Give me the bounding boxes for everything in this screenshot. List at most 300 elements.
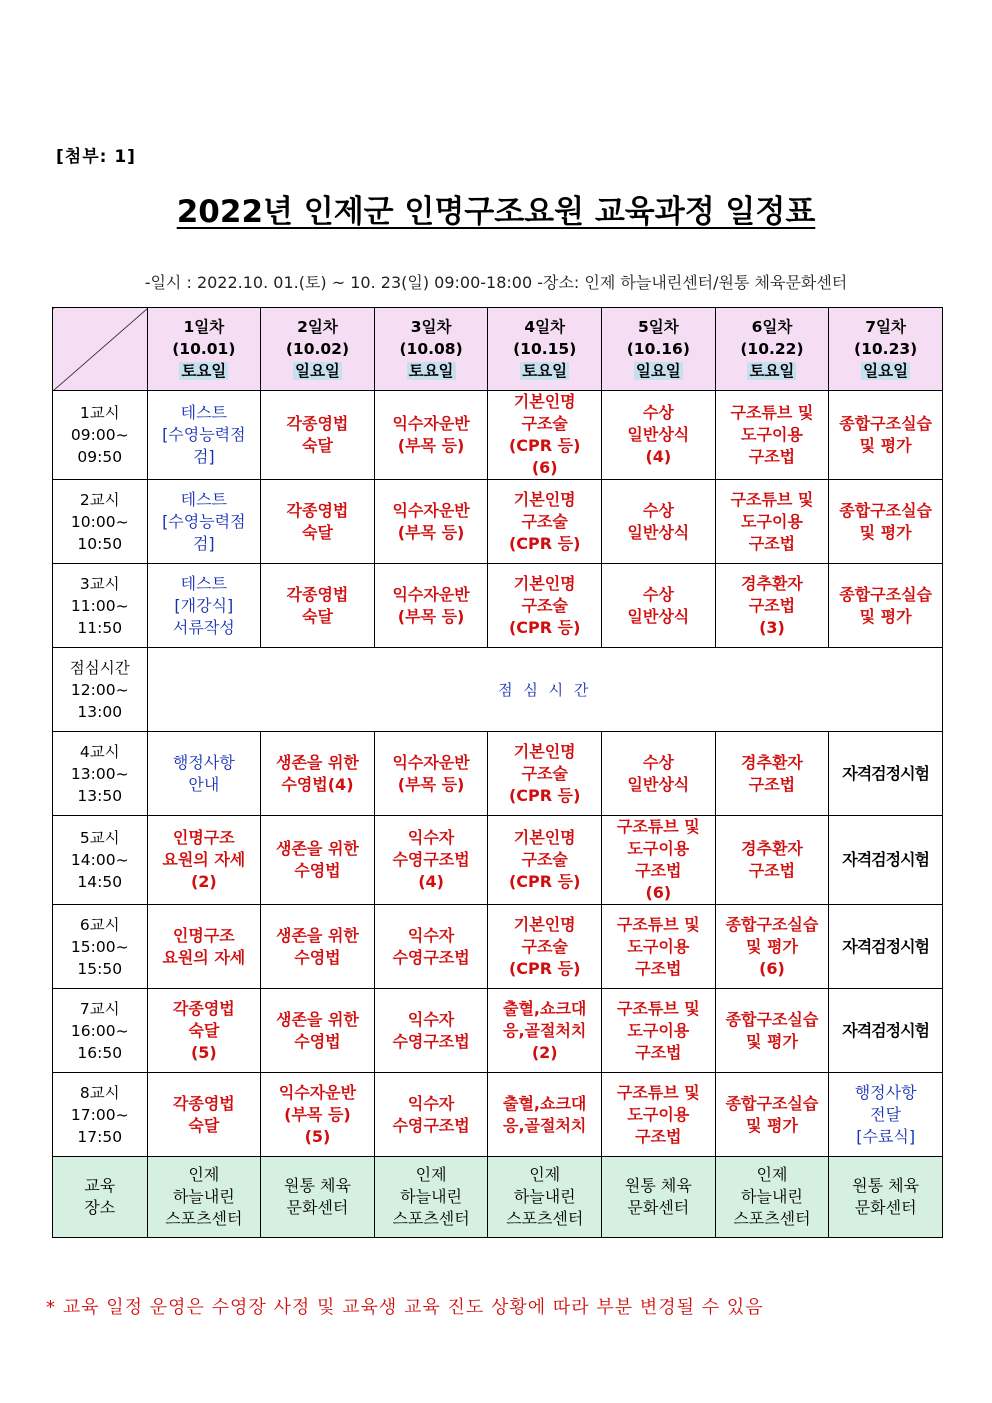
- cell-line: (CPR 등): [508, 958, 581, 978]
- schedule-cell: [147, 480, 261, 564]
- cell-line: 자격검정시험: [842, 1020, 929, 1040]
- cell-line: 도구이용: [741, 425, 803, 444]
- cell-line: 테스트: [180, 573, 228, 593]
- cell-line: 구조술: [521, 850, 568, 869]
- day-header-2: [261, 308, 375, 391]
- period-time-label: [53, 816, 148, 905]
- cell-line: 일반상식: [627, 522, 690, 542]
- period-time-label: [53, 1073, 148, 1157]
- lunch-cell: 점 심 시 간: [147, 648, 942, 732]
- schedule-cell: [715, 816, 829, 905]
- schedule-cell: [488, 816, 602, 905]
- cell-line: 및 평가: [745, 936, 798, 956]
- period-time-label: [53, 989, 148, 1073]
- period-end: 11:50: [77, 618, 123, 637]
- cell-line: 도구이용: [627, 936, 690, 956]
- period-time-label: [53, 480, 148, 564]
- period-start: 13:00~: [70, 764, 129, 783]
- cell-line: 익수자운반: [392, 500, 470, 520]
- schedule-cell: [374, 905, 488, 989]
- cell-line: 익수자운반: [392, 414, 470, 433]
- schedule-cell: [715, 1073, 829, 1157]
- cell-line: 원통 체육: [283, 1176, 351, 1195]
- location-label: [53, 1157, 148, 1238]
- location-cell: [374, 1157, 488, 1238]
- cell-line: 응,골절처치: [503, 1020, 587, 1040]
- schedule-cell: [602, 391, 716, 480]
- day-header-7: [829, 308, 943, 391]
- period-row: [53, 816, 943, 905]
- cell-line: 익수자운반: [392, 584, 470, 604]
- period-end: 16:50: [77, 1043, 123, 1062]
- cell-line: 기본인명: [513, 573, 576, 593]
- cell-line: 하늘내린: [172, 1187, 235, 1206]
- schedule-cell: [261, 564, 375, 648]
- cell-line: 장소: [84, 1198, 116, 1217]
- cell-line: (부목 등): [397, 606, 465, 626]
- schedule-cell: [829, 816, 943, 905]
- period-start: 15:00~: [70, 937, 129, 956]
- cell-line: 기본인명: [513, 392, 576, 411]
- cell-line: 구조법: [635, 861, 682, 880]
- schedule-cell: [374, 391, 488, 480]
- cell-line: 종합구조실습: [839, 584, 932, 604]
- cell-line: 숙달: [188, 1115, 220, 1135]
- cell-line: 하늘내린: [400, 1187, 462, 1206]
- period-name: 6교시: [79, 915, 120, 934]
- day-label: 5일차: [637, 318, 679, 336]
- schedule-cell: [715, 732, 829, 816]
- period-time-label: [53, 905, 148, 989]
- schedule-cell: [829, 732, 943, 816]
- cell-line: 요원의 자세: [162, 850, 246, 869]
- period-row: [53, 564, 943, 648]
- cell-line: 스포츠센터: [733, 1209, 811, 1228]
- schedule-cell: [715, 989, 829, 1073]
- period-row: [53, 989, 943, 1073]
- period-time-label: [53, 564, 148, 648]
- schedule-cell: [147, 989, 261, 1073]
- cell-line: 및 평가: [859, 606, 912, 626]
- cell-line: (6): [531, 458, 558, 477]
- cell-line: 구조술: [521, 414, 568, 433]
- cell-line: 수영구조법: [392, 850, 470, 869]
- period-row: [53, 391, 943, 480]
- day-header-4: [488, 308, 602, 391]
- cell-line: 구조술: [521, 511, 568, 531]
- cell-line: 인제: [415, 1165, 447, 1184]
- schedule-cell: [261, 732, 375, 816]
- period-name: 5교시: [79, 829, 120, 847]
- cell-line: (3): [759, 617, 785, 637]
- day-of-week: 토요일: [522, 362, 568, 380]
- schedule-cell: [829, 905, 943, 989]
- day-date: (10.15): [513, 340, 577, 358]
- cell-line: 구조술: [521, 936, 568, 956]
- location-cell: [488, 1157, 602, 1238]
- cell-line: (5): [304, 1126, 331, 1146]
- cell-line: 수영구조법: [392, 947, 470, 967]
- schedule-subtitle: -일시 : 2022.10. 01.(토) ~ 10. 23(일) 09:00-18:00 -장소: 인제 하늘내린센터/원통 체육문화센터: [144, 273, 848, 292]
- cell-line: 도구이용: [741, 511, 803, 531]
- cell-line: 종합구조실습: [839, 414, 932, 433]
- cell-line: 스포츠센터: [506, 1209, 584, 1228]
- period-name: 3교시: [79, 574, 120, 593]
- cell-line: 구조법: [635, 1042, 682, 1062]
- cell-line: 경추환자: [741, 839, 803, 858]
- cell-line: 인명구조: [172, 828, 235, 847]
- page-title: [0, 186, 992, 231]
- schedule-cell: [602, 564, 716, 648]
- cell-line: 문화센터: [854, 1198, 917, 1217]
- cell-line: 일반상식: [627, 774, 690, 794]
- cell-line: 자격검정시험: [842, 936, 929, 956]
- cell-line: 수영법: [294, 1031, 341, 1051]
- day-header-3: [374, 308, 488, 391]
- lunch-row: [53, 648, 943, 732]
- schedule-cell: [829, 564, 943, 648]
- schedule-cell: [715, 905, 829, 989]
- cell-line: (부목 등): [397, 522, 465, 542]
- footnote: * 교육 일정 운영은 수영장 사정 및 교육생 교육 진도 상황에 따라 부분 변경될 수 있음: [46, 1297, 764, 1318]
- cell-line: 구조법: [748, 533, 796, 553]
- schedule-cell: [829, 1073, 943, 1157]
- cell-line: 종합구조실습: [725, 1093, 819, 1113]
- schedule-cell: [602, 989, 716, 1073]
- cell-line: (CPR 등): [508, 533, 581, 553]
- period-start: 10:00~: [70, 512, 129, 531]
- schedule-table: [52, 307, 943, 1238]
- period-start: 16:00~: [70, 1021, 129, 1040]
- day-label: 3일차: [410, 318, 452, 336]
- period-row: [53, 480, 943, 564]
- cell-line: 인명구조: [172, 925, 235, 945]
- schedule-cell: [374, 732, 488, 816]
- cell-line: 문화센터: [286, 1198, 349, 1217]
- cell-line: 인제: [188, 1165, 220, 1184]
- cell-line: (부목 등): [284, 1104, 351, 1124]
- location-row: [53, 1157, 943, 1238]
- cell-line: 익수자: [407, 828, 455, 847]
- cell-line: (부목 등): [397, 774, 465, 794]
- cell-line: (2): [531, 1042, 558, 1062]
- cell-line: (6): [759, 958, 785, 978]
- schedule-cell: [374, 989, 488, 1073]
- cell-line: 익수자운반: [392, 752, 470, 772]
- schedule-cell: [261, 1073, 375, 1157]
- cell-line: 구조법: [635, 958, 682, 978]
- cell-line: 익수자: [407, 1093, 455, 1113]
- period-row: [53, 732, 943, 816]
- schedule-cell: [261, 989, 375, 1073]
- schedule-cell: [147, 1073, 261, 1157]
- day-of-week: 일요일: [294, 362, 340, 380]
- day-date: (10.08): [399, 340, 463, 358]
- day-date: (10.02): [285, 340, 350, 358]
- period-name: 2교시: [79, 490, 120, 509]
- cell-line: 인제: [529, 1165, 561, 1184]
- day-of-week: 일요일: [635, 362, 681, 380]
- cell-line: 종합구조실습: [725, 1009, 819, 1029]
- period-time-label: [53, 732, 148, 816]
- schedule-cell: [374, 1073, 488, 1157]
- cell-line: 각종영법: [172, 1093, 235, 1113]
- schedule-cell: [829, 480, 943, 564]
- schedule-cell: [374, 816, 488, 905]
- period-time-label: [53, 391, 148, 480]
- cell-line: 일반상식: [627, 425, 690, 444]
- cell-line: 수영구조법: [392, 1031, 470, 1051]
- day-label: 1일차: [183, 318, 225, 336]
- day-label: 2일차: [297, 318, 338, 336]
- header-row: [53, 308, 943, 391]
- cell-line: 구조법: [748, 595, 796, 615]
- cell-line: 수상: [642, 403, 674, 422]
- cell-line: [수영능력점: [162, 425, 246, 444]
- cell-line: 익수자: [407, 925, 455, 945]
- cell-line: 안내: [188, 774, 220, 794]
- day-label: 7일차: [865, 318, 906, 336]
- cell-line: 숙달: [188, 1020, 220, 1040]
- cell-line: 수상: [642, 500, 674, 520]
- cell-line: 익수자운반: [278, 1082, 357, 1102]
- schedule-cell: [488, 391, 602, 480]
- cell-line: 행정사항: [172, 752, 235, 772]
- cell-line: (6): [645, 883, 672, 902]
- cell-line: 검]: [192, 447, 215, 466]
- cell-line: 생존을 위한: [276, 839, 359, 858]
- day-header-6: [715, 308, 829, 391]
- period-name: 8교시: [79, 1083, 120, 1102]
- schedule-cell: [147, 905, 261, 989]
- schedule-cell: [715, 480, 829, 564]
- day-date: (10.22): [740, 340, 804, 358]
- cell-line: 요원의 자세: [162, 947, 246, 967]
- schedule-cell: [602, 480, 716, 564]
- cell-line: 종합구조실습: [725, 914, 819, 934]
- cell-line: 구조법: [748, 447, 796, 466]
- cell-line: 경추환자: [741, 752, 803, 772]
- day-of-week: 토요일: [749, 362, 795, 380]
- schedule-cell: [488, 989, 602, 1073]
- cell-line: 수영법(4): [281, 774, 354, 794]
- cell-line: 인제: [756, 1165, 788, 1184]
- day-date: (10.01): [172, 340, 236, 358]
- cell-line: 구조튜브 및: [616, 1082, 700, 1102]
- cell-line: 도구이용: [627, 1104, 690, 1124]
- cell-line: 자격검정시험: [842, 763, 929, 783]
- period-name: 점심시간: [69, 658, 130, 677]
- cell-line: (CPR 등): [508, 785, 581, 805]
- cell-line: 하늘내린: [741, 1187, 803, 1206]
- period-row: [53, 1073, 943, 1157]
- schedule-cell: [374, 480, 488, 564]
- schedule-cell: [374, 564, 488, 648]
- schedule-cell: [602, 905, 716, 989]
- period-name: 4교시: [79, 742, 120, 761]
- period-time-label: [53, 648, 148, 732]
- cell-line: [수료식]: [856, 1126, 916, 1146]
- schedule-cell: [261, 816, 375, 905]
- schedule-cell: [261, 480, 375, 564]
- cell-line: 수영법: [294, 861, 341, 880]
- schedule-cell: [261, 905, 375, 989]
- period-end: 13:00: [77, 702, 123, 721]
- period-name: 7교시: [79, 999, 120, 1018]
- cell-line: 서류작성: [172, 617, 235, 637]
- schedule-cell: [488, 480, 602, 564]
- cell-line: 및 평가: [745, 1115, 798, 1135]
- schedule-cell: [147, 564, 261, 648]
- cell-line: (2): [190, 872, 217, 891]
- cell-line: (5): [190, 1042, 217, 1062]
- cell-line: 테스트: [180, 489, 228, 509]
- cell-line: 출혈,쇼크대: [503, 1093, 587, 1113]
- cell-line: 생존을 위한: [276, 925, 359, 945]
- location-cell: [715, 1157, 829, 1238]
- page-title-text: 2022년 인제군 인명구조요원 교육과정 일정표: [176, 194, 816, 230]
- cell-line: 수상: [642, 752, 674, 772]
- cell-line: 기본인명: [513, 489, 576, 509]
- cell-line: 수상: [642, 584, 674, 604]
- cell-line: 테스트: [180, 403, 228, 422]
- cell-line: 익수자: [407, 1009, 455, 1029]
- cell-line: 전달: [870, 1104, 902, 1124]
- period-start: 14:00~: [70, 851, 129, 869]
- period-end: 14:50: [77, 873, 123, 891]
- cell-line: 숙달: [301, 436, 333, 455]
- cell-line: 숙달: [301, 606, 333, 626]
- cell-line: 응,골절처치: [503, 1115, 587, 1135]
- cell-line: 원통 체육: [624, 1176, 692, 1195]
- cell-line: 각종영법: [286, 584, 349, 604]
- cell-line: [개강식]: [174, 595, 234, 615]
- day-label: 6일차: [751, 318, 793, 336]
- period-start: 09:00~: [70, 426, 129, 444]
- attachment-label: [첨부: 1]: [56, 147, 136, 167]
- cell-line: 경추환자: [741, 573, 803, 593]
- cell-line: 생존을 위한: [276, 1009, 359, 1029]
- cell-line: 기본인명: [513, 914, 576, 934]
- cell-line: 기본인명: [513, 741, 576, 761]
- schedule-cell: [147, 816, 261, 905]
- cell-line: 구조법: [635, 1126, 682, 1146]
- cell-line: 구조술: [521, 763, 568, 783]
- cell-line: 스포츠센터: [165, 1209, 243, 1228]
- cell-line: 하늘내린: [513, 1187, 576, 1206]
- schedule-cell: [602, 1073, 716, 1157]
- cell-line: 자격검정시험: [842, 850, 929, 869]
- cell-line: [수영능력점: [162, 511, 246, 531]
- cell-line: (CPR 등): [508, 872, 581, 891]
- cell-line: 구조튜브 및: [730, 403, 814, 422]
- cell-line: 구조법: [748, 861, 796, 880]
- day-of-week: 토요일: [181, 362, 227, 380]
- cell-line: 검]: [192, 533, 215, 553]
- period-start: 17:00~: [70, 1105, 129, 1124]
- cell-line: 도구이용: [627, 1020, 690, 1040]
- cell-line: 구조튜브 및: [616, 817, 700, 836]
- cell-line: 기본인명: [513, 828, 576, 847]
- schedule-cell: [829, 391, 943, 480]
- period-name: 1교시: [79, 404, 120, 422]
- cell-line: (부목 등): [397, 436, 465, 455]
- cell-line: 구조튜브 및: [730, 489, 814, 509]
- location-cell: [261, 1157, 375, 1238]
- day-header-1: [147, 308, 261, 391]
- cell-line: 구조법: [748, 774, 796, 794]
- cell-line: 생존을 위한: [276, 752, 359, 772]
- cell-line: 및 평가: [859, 436, 912, 455]
- day-of-week: 토요일: [408, 362, 454, 380]
- cell-line: 구조튜브 및: [616, 914, 700, 934]
- cell-line: 각종영법: [286, 500, 349, 520]
- cell-line: 도구이용: [627, 839, 690, 858]
- corner-diagonal-cell: [53, 308, 148, 391]
- cell-line: 및 평가: [745, 1031, 798, 1051]
- period-end: 17:50: [77, 1127, 123, 1146]
- cell-line: 종합구조실습: [839, 500, 932, 520]
- schedule-cell: [488, 732, 602, 816]
- day-header-5: [602, 308, 716, 391]
- period-start: 11:00~: [70, 596, 129, 615]
- cell-line: 문화센터: [627, 1198, 690, 1217]
- cell-line: 수영구조법: [392, 1115, 470, 1135]
- period-row: [53, 905, 943, 989]
- cell-line: 행정사항: [854, 1082, 917, 1102]
- schedule-cell: [261, 391, 375, 480]
- schedule-cell: [147, 391, 261, 480]
- cell-line: 각종영법: [172, 998, 235, 1018]
- period-end: 09:50: [77, 448, 123, 466]
- cell-line: 원통 체육: [852, 1176, 920, 1195]
- cell-line: (CPR 등): [508, 617, 581, 637]
- period-start: 12:00~: [70, 680, 129, 699]
- period-end: 15:50: [77, 959, 123, 978]
- schedule-cell: [829, 989, 943, 1073]
- schedule-cell: [488, 564, 602, 648]
- cell-line: 수영법: [294, 947, 341, 967]
- location-cell: [829, 1157, 943, 1238]
- period-end: 10:50: [77, 534, 123, 553]
- cell-line: (4): [645, 447, 672, 466]
- location-cell: [147, 1157, 261, 1238]
- cell-line: 스포츠센터: [392, 1209, 470, 1228]
- schedule-cell: [488, 1073, 602, 1157]
- cell-line: 구조튜브 및: [616, 998, 700, 1018]
- cell-line: 각종영법: [286, 414, 349, 433]
- day-date: (10.23): [854, 340, 918, 358]
- cell-line: (CPR 등): [508, 436, 581, 455]
- schedule-cell: [602, 816, 716, 905]
- cell-line: 출혈,쇼크대: [503, 998, 587, 1018]
- schedule-cell: [715, 391, 829, 480]
- day-of-week: 일요일: [863, 362, 909, 380]
- cell-line: (4): [418, 872, 444, 891]
- schedule-cell: [147, 732, 261, 816]
- schedule-cell: [488, 905, 602, 989]
- schedule-cell: [715, 564, 829, 648]
- cell-line: 숙달: [301, 522, 333, 542]
- cell-line: 구조술: [521, 595, 568, 615]
- period-end: 13:50: [77, 786, 123, 805]
- schedule-cell: [602, 732, 716, 816]
- cell-line: 교육: [84, 1176, 116, 1195]
- location-cell: [602, 1157, 716, 1238]
- day-label: 4일차: [524, 318, 566, 336]
- cell-line: 일반상식: [627, 606, 690, 626]
- day-date: (10.16): [626, 340, 690, 358]
